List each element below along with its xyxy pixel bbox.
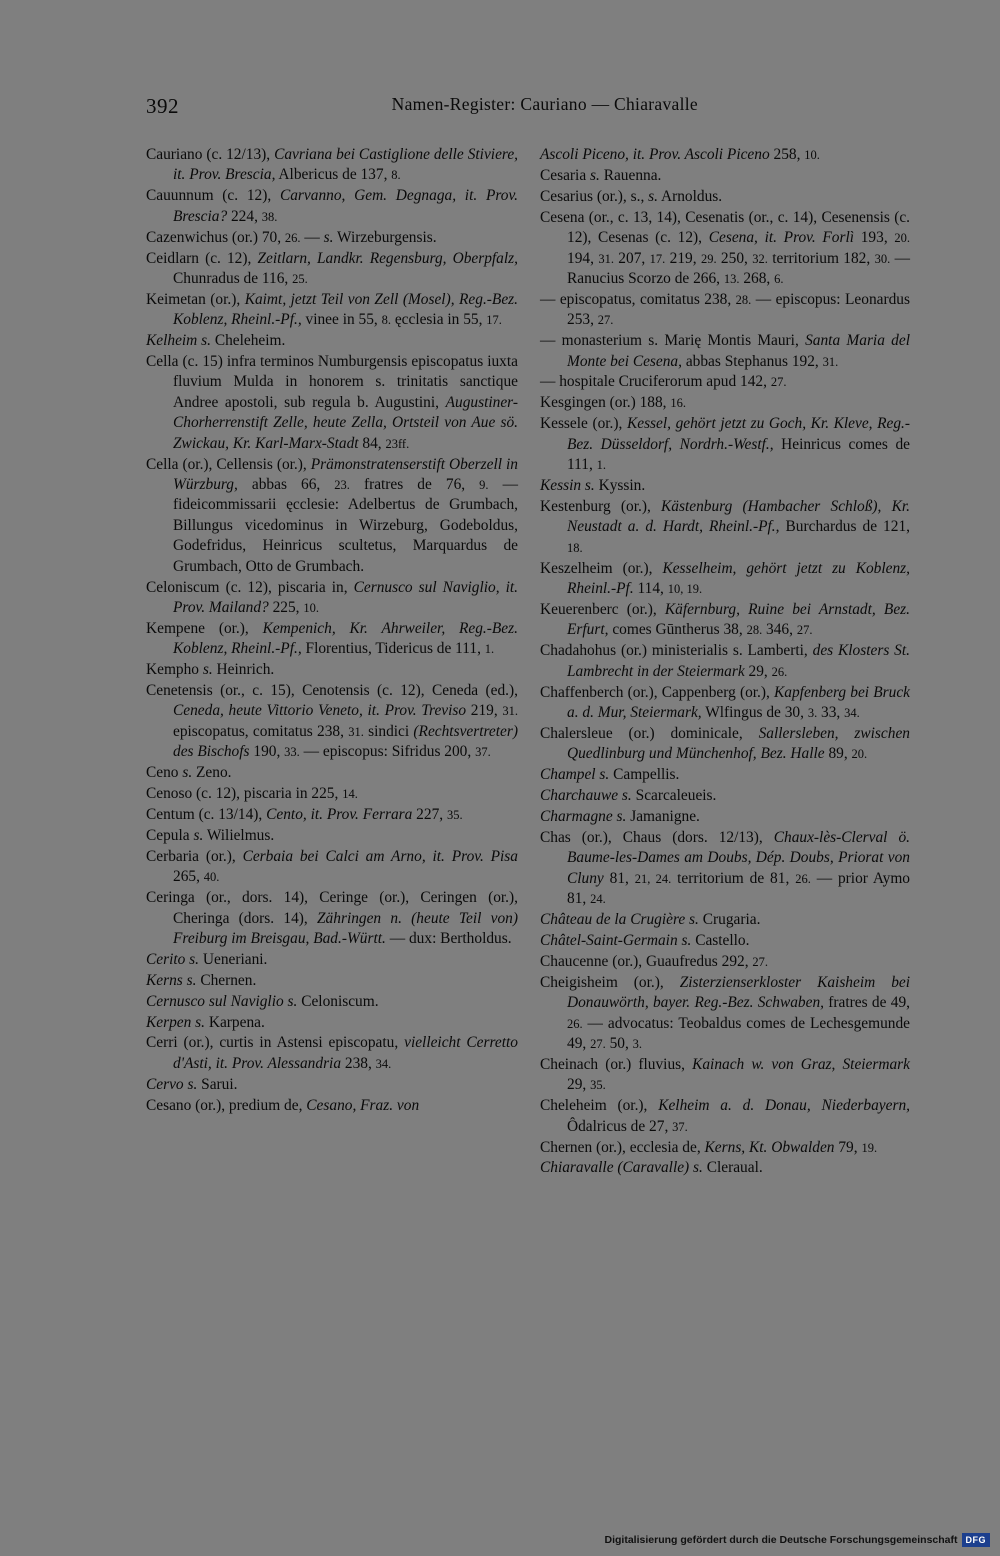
index-entry: Cerri (or.), curtis in Astensi episcopatu, vielleicht Cerretto d'Asti, it. Prov. Alessandria 238, 34.	[146, 1034, 518, 1072]
index-entry: — hospitale Cruciferorum apud 142, 27.	[540, 373, 787, 391]
index-entry: Kempho s. Heinrich.	[146, 661, 275, 679]
index-entry: Keuerenberc (or.), Käfernburg, Ruine bei Arnstadt, Bez. Erfurt, comes Gūntherus 38, 28. 346, 27.	[540, 600, 910, 639]
index-entry: Kerns s. Chernen.	[146, 971, 257, 989]
index-entry: Chaffenberch (or.), Cappenberg (or.), Kapfenberg bei Bruck a. d. Mur, Steiermark, Wlfingus de 30, 3. 33, 34.	[540, 683, 910, 721]
index-entry: Centum (c. 13/14), Cento, it. Prov. Ferrara 227, 35.	[146, 806, 463, 823]
index-entry: Chas (or.), Chaus (dors. 12/13), Chaux-lès-Clerval ö. Baume-les-Dames am Doubs, Dép. Doubs, Priorat von Cluny 81, 21, 24. territorium de 81, 26. — prior Aymo 81, 24.	[540, 828, 910, 908]
index-entry: Keimetan (or.), Kaimt, jetzt Teil von Zell (Mosel), Reg.-Bez. Koblenz, Rheinl.-Pf., vinee in 55, 8. ęcclesia in 55, 17.	[146, 290, 518, 329]
index-entry: Cesarius (or.), s., s. Arnoldus.	[540, 187, 723, 205]
index-entry: Cauriano (c. 12/13), Cavriana bei Castiglione delle Stiviere, it. Prov. Brescia, Albericus de 137, 8.	[146, 146, 518, 184]
running-head: Namen-Register: Cauriano — Chiaravalle	[391, 94, 698, 114]
index-entry: Cerbaria (or.), Cerbaia bei Calci am Arno, it. Prov. Pisa 265, 40.	[146, 847, 518, 886]
index-entry: Cesena (or., c. 13, 14), Cesenatis (or., c. 14), Cesenensis (c. 12), Cesenas (c. 12), Cesena, it. Prov. Forlì 193, 20. 194, 31. 207, 17. 219, 29. 250, 32. territorium 182, 30. — Ranucius Scorzo de 266, 13. 268, 6.	[540, 208, 910, 287]
index-entry: Chernen (or.), ecclesia de, Kerns, Kt. Obwalden 79, 19.	[540, 1138, 878, 1156]
index-entry: Champel s. Campellis.	[540, 766, 680, 784]
index-entry: Cella (c. 15) infra terminos Numburgensis episcopatus iuxta fluvium Mulda in honorem s. trinitatis sanctique Andree apostoli, sub regula b. Augustini, Augustiner-Chorherrenstift Zelle, heute Zella, Ortsteil von Aue sö. Zwickau, Kr. Karl-Marx-Stadt 84, 23ff.	[146, 353, 518, 452]
left-column	[146, 145, 518, 1117]
index-entry: Kelheim s. Cheleheim.	[146, 332, 286, 350]
index-entry: Cesaria s. Rauenna.	[540, 166, 662, 184]
index-entry: Ascoli Piceno, it. Prov. Ascoli Piceno 258, 10.	[540, 146, 820, 163]
index-entry: Cella (or.), Cellensis (or.), Prämonstratenserstift Oberzell in Würzburg, abbas 66, 23. fratres de 76, 9. — fideicommissarii ęcclesie: Adelbertus de Grumbach, Billungus vicedominus in Wirzeburg, Godeboldus, Godefridus, Heinricus scultetus, Marquardus de Grumbach, Otto de Grumbach.	[146, 455, 518, 575]
index-entry: Chadahohus (or.) ministerialis s. Lamberti, des Klosters St. Lambrecht in der Steiermark 29, 26.	[540, 642, 911, 680]
right-column	[540, 145, 910, 1179]
index-entry: Chiaravalle (Caravalle) s. Cleraual.	[540, 1159, 763, 1177]
index-entry: Charmagne s. Jamanigne.	[540, 808, 700, 825]
index-entry: Cervo s. Sarui.	[146, 1075, 238, 1093]
index-entry: Kesgingen (or.) 188, 16.	[540, 394, 686, 412]
footer-credit: Digitalisierung gefördert durch die Deutsche Forschungsgemeinschaft	[604, 1534, 958, 1546]
index-entry: Ceno s. Zeno.	[146, 764, 232, 782]
index-entry: Cheinach (or.) fluvius, Kainach w. von Graz, Steiermark 29, 35.	[540, 1055, 910, 1094]
dfg-logo: DFG	[962, 1533, 991, 1547]
index-entry: Keszelheim (or.), Kesselheim, gehört jetzt zu Koblenz, Rheinl.-Pf. 114, 10, 19.	[540, 559, 910, 598]
index-entry: Cenetensis (or., c. 15), Cenotensis (c. 12), Ceneda (ed.), Ceneda, heute Vittorio Veneto, it. Prov. Treviso 219, 31. episcopatus, comitatus 238, 31. sindici (Rechtsvertreter) des Bischofs 190, 33. — episcopus: Sifridus 200, 37.	[146, 682, 518, 761]
index-entry: Chaucenne (or.), Guaufredus 292, 27.	[540, 952, 769, 970]
index-entry: Cesano (or.), predium de, Cesano, Fraz. von	[146, 1096, 420, 1114]
index-entry: Kessele (or.), Kessel, gehört jetzt zu Goch, Kr. Kleve, Reg.-Bez. Düsseldorf, Nordrh.-Westf., Heinricus comes de 111, 1.	[540, 415, 910, 474]
index-entry: Chalersleue (or.) dominicale, Sallersleben, zwischen Quedlinburg und Münchenhof, Bez. Halle 89, 20.	[540, 724, 910, 763]
index-entry: Kempene (or.), Kempenich, Kr. Ahrweiler, Reg.-Bez. Koblenz, Rheinl.-Pf., Florentius, Tidericus de 111, 1.	[146, 619, 518, 658]
index-entry: Kerpen s. Karpena.	[146, 1013, 265, 1031]
page-number: 392	[146, 94, 179, 118]
index-entry: Châtel-Saint-Germain s. Castello.	[540, 931, 750, 949]
index-entry: Château de la Crugière s. Crugaria.	[540, 911, 761, 929]
index-entry: Kestenburg (or.), Kästenburg (Hambacher Schloß), Kr. Neustadt a. d. Hardt, Rheinl.-Pf., Burchardus de 121, 18.	[540, 497, 910, 555]
index-entry: — episcopatus, comitatus 238, 28. — episcopus: Leonardus 253, 27.	[540, 290, 910, 329]
index-entry: Cauunnum (c. 12), Carvanno, Gem. Degnaga, it. Prov. Brescia? 224, 38.	[146, 187, 518, 225]
index-entry: Cheigisheim (or.), Zisterzienserkloster Kaisheim bei Donauwörth, bayer. Reg.-Bez. Schwaben, fratres de 49, 26. — advocatus: Teobaldus comes de Lechesgemunde 49, 27. 50, 3.	[540, 973, 910, 1052]
index-entry: — monasterium s. Marię Montis Mauri, Santa Maria del Monte bei Cesena, abbas Stephanus 192, 31.	[540, 332, 910, 370]
index-entry: Cheleheim (or.), Kelheim a. d. Donau, Niederbayern, Ôdalricus de 27, 37.	[540, 1097, 910, 1135]
index-entry: Charchauwe s. Scarcaleueis.	[540, 787, 717, 805]
index-entry: Cerito s. Ueneriani.	[146, 950, 268, 968]
index-entry: Ceidlarn (c. 12), Zeitlarn, Landkr. Regensburg, Oberpfalz, Chunradus de 116, 25.	[146, 249, 518, 287]
index-entry: Ceringa (or., dors. 14), Ceringe (or.), Ceringen (or.), Cheringa (dors. 14), Zähringen n. (heute Teil von) Freiburg im Breisgau, Bad.-Württ. — dux: Bertholdus.	[146, 889, 518, 947]
index-entry: Kessin s. Kyssin.	[540, 477, 646, 494]
index-entry: Celoniscum (c. 12), piscaria in, Cernusco sul Naviglio, it. Prov. Mailand? 225, 10.	[146, 578, 518, 616]
footer	[605, 1530, 990, 1550]
index-entry: Cenoso (c. 12), piscaria in 225, 14.	[146, 785, 358, 803]
page-header	[146, 94, 698, 124]
index-entry: Cazenwichus (or.) 70, 26. — s. Wirzeburgensis.	[146, 228, 437, 246]
index-entry: Cepula s. Wilielmus.	[146, 826, 275, 844]
index-entry: Cernusco sul Naviglio s. Celoniscum.	[146, 992, 379, 1010]
